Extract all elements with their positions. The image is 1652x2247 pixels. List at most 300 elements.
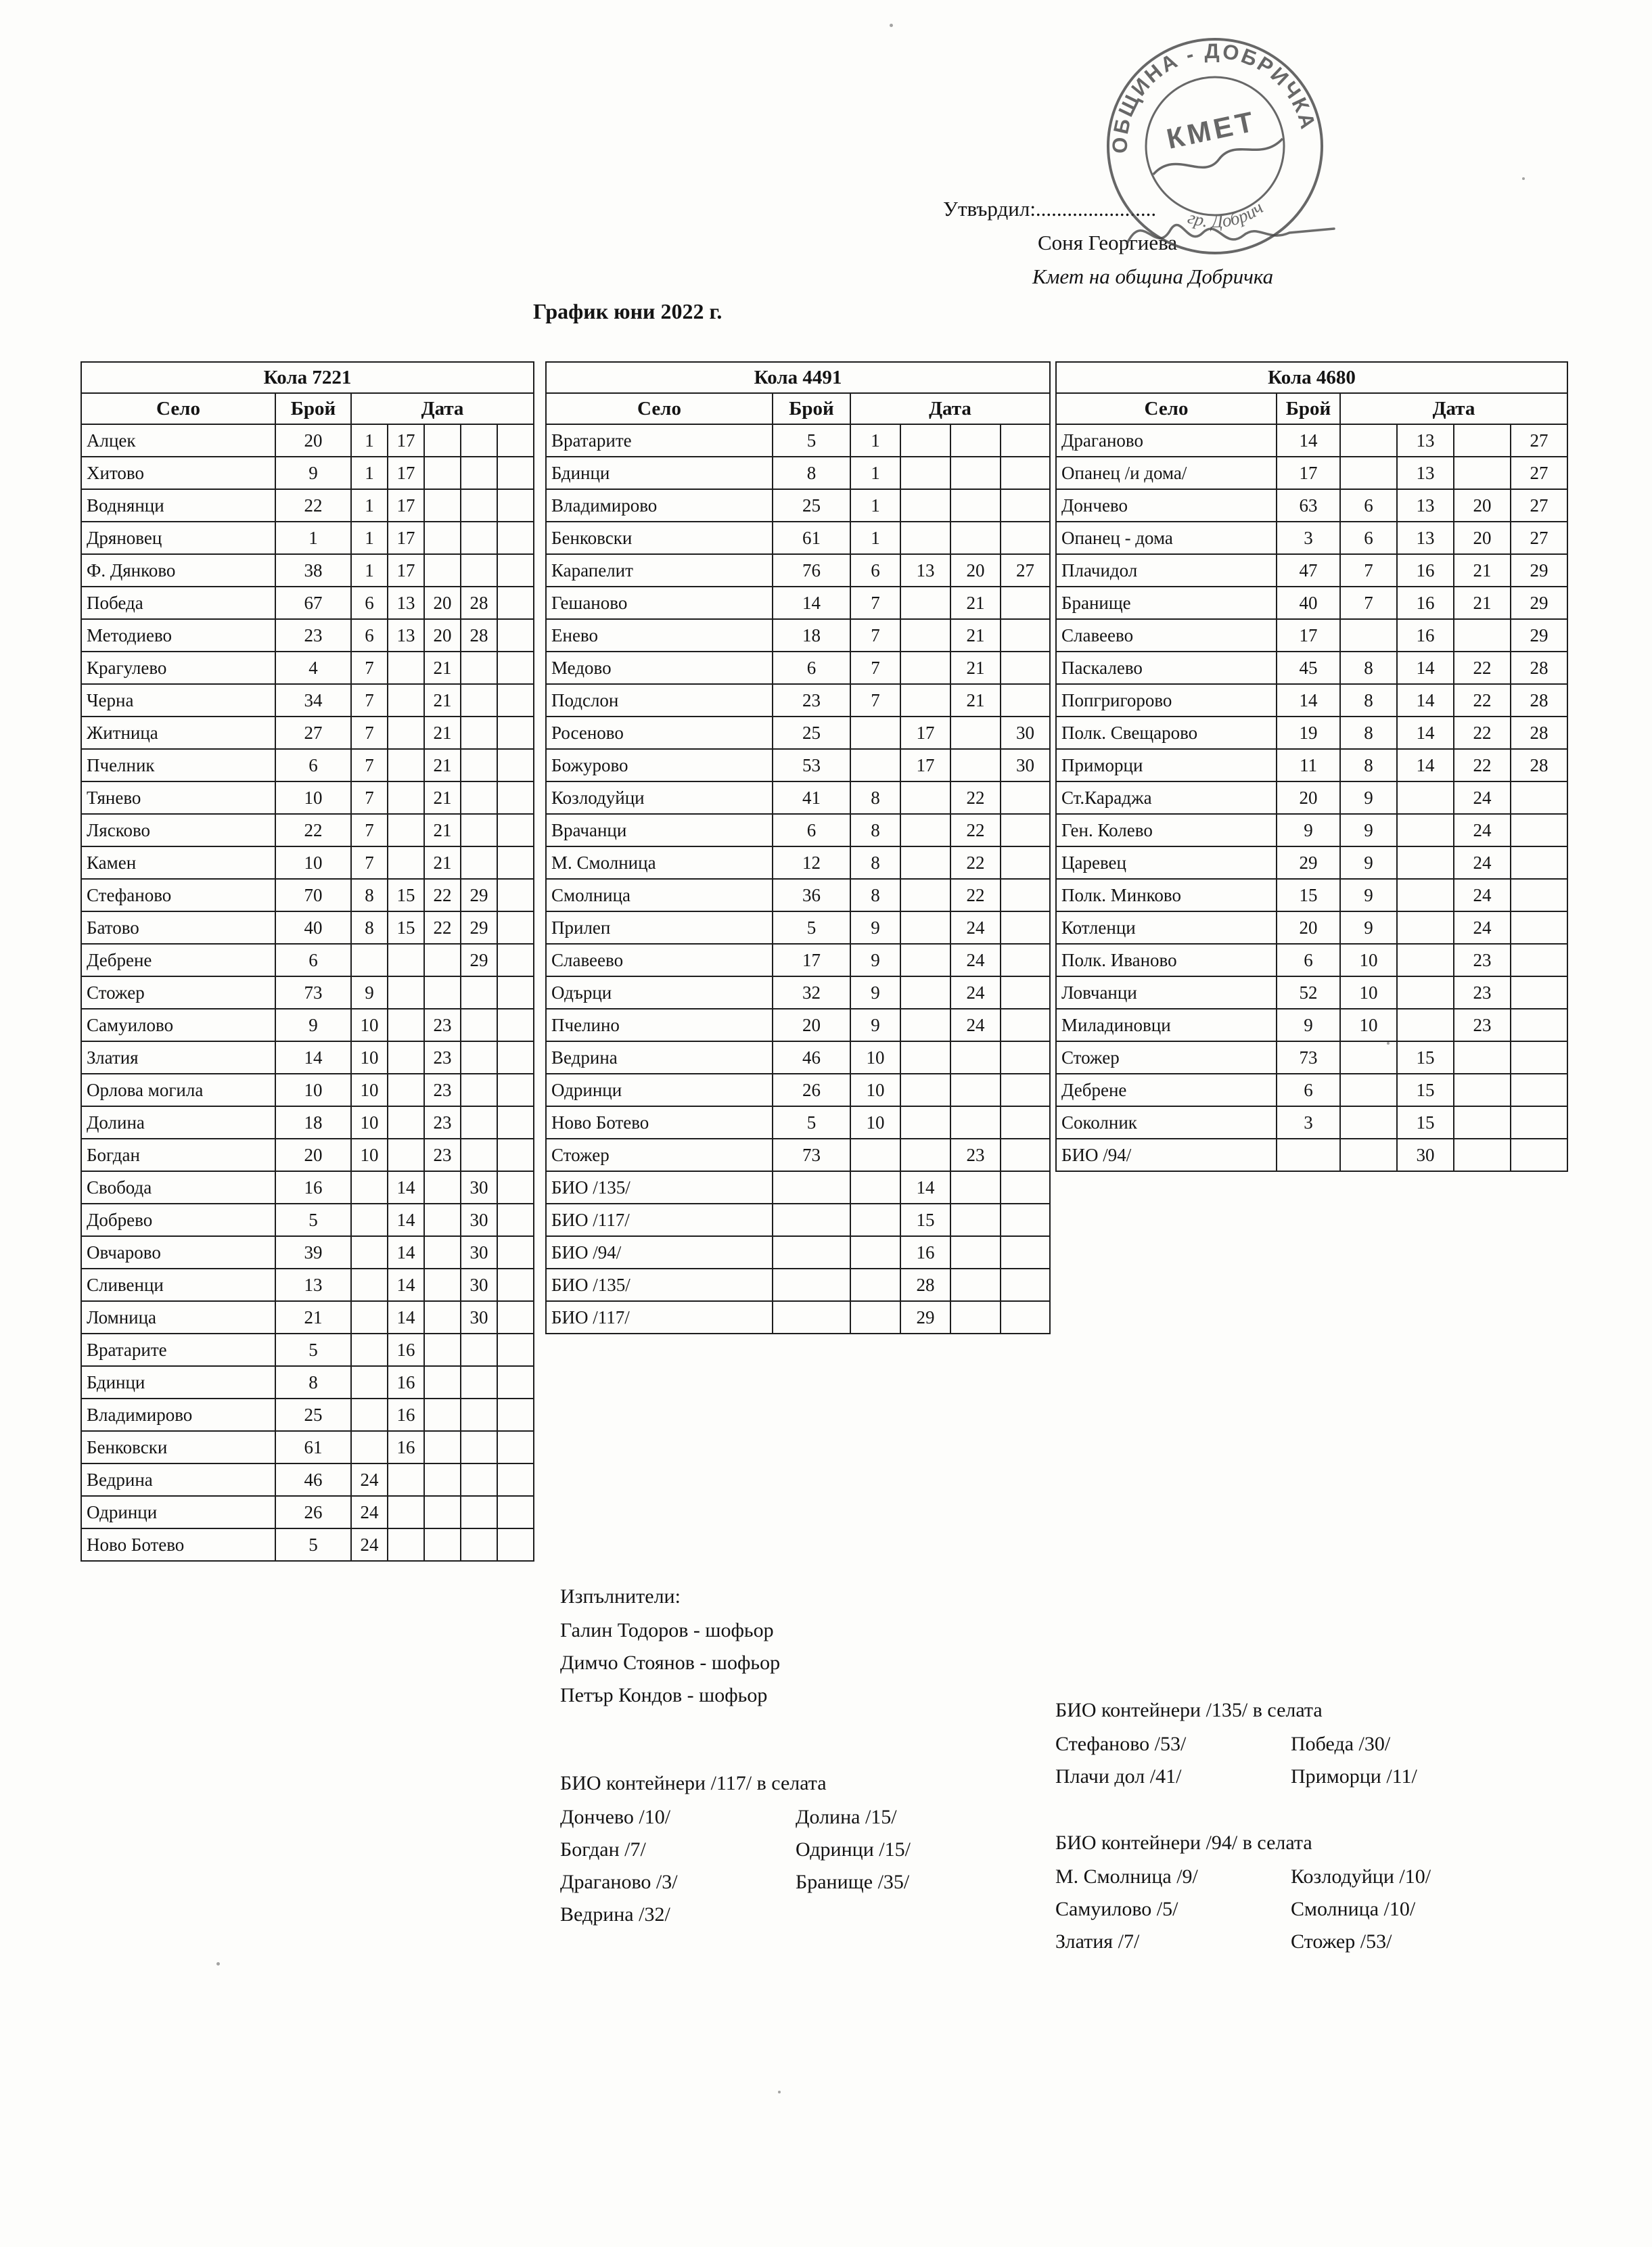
executor-line: Димчо Стоянов - шофьор — [560, 1652, 781, 1674]
table-row — [1056, 911, 1567, 944]
date-cell — [1511, 814, 1567, 846]
schedule-table-7221 — [81, 361, 534, 1562]
table-row — [1056, 749, 1567, 781]
date-cell — [461, 1496, 497, 1528]
table-row — [81, 1431, 534, 1463]
date-cell: 24 — [1454, 781, 1511, 814]
date-cell — [900, 1106, 950, 1139]
date-cell: 29 — [461, 944, 497, 976]
count-cell: 9 — [1277, 1009, 1340, 1041]
date-cell — [1001, 652, 1050, 684]
date-cell: 17 — [388, 424, 424, 457]
table-row — [81, 587, 534, 619]
table-row — [81, 522, 534, 554]
table-row — [546, 781, 1050, 814]
date-cell: 9 — [850, 976, 900, 1009]
date-cell — [497, 1106, 534, 1139]
table-row — [81, 1106, 534, 1139]
count-cell: 40 — [1277, 587, 1340, 619]
table-row — [81, 684, 534, 717]
date-cell: 10 — [351, 1041, 388, 1074]
date-cell: 23 — [424, 1041, 461, 1074]
date-cell: 6 — [850, 554, 900, 587]
date-cell: 27 — [1001, 554, 1050, 587]
count-cell: 9 — [1277, 814, 1340, 846]
date-cell — [497, 976, 534, 1009]
count-cell: 29 — [1277, 846, 1340, 879]
date-cell: 10 — [351, 1106, 388, 1139]
date-cell: 30 — [461, 1204, 497, 1236]
count-cell: 73 — [773, 1139, 850, 1171]
date-cell: 14 — [388, 1301, 424, 1334]
date-cell: 22 — [950, 781, 1001, 814]
date-cell — [461, 1139, 497, 1171]
date-cell: 22 — [424, 911, 461, 944]
date-cell — [1511, 846, 1567, 879]
date-cell: 10 — [1340, 976, 1397, 1009]
date-cell — [424, 424, 461, 457]
date-cell — [1340, 457, 1397, 489]
date-cell: 29 — [900, 1301, 950, 1334]
date-cell — [351, 1399, 388, 1431]
date-cell — [351, 944, 388, 976]
village-cell: Вратарите — [81, 1334, 275, 1366]
village-cell: Енево — [546, 619, 773, 652]
date-cell — [1001, 781, 1050, 814]
date-cell: 20 — [1454, 522, 1511, 554]
count-cell: 73 — [275, 976, 351, 1009]
date-cell — [1454, 1139, 1511, 1171]
date-cell — [1340, 1074, 1397, 1106]
village-cell: Дебрене — [81, 944, 275, 976]
count-cell: 5 — [773, 424, 850, 457]
date-cell: 1 — [351, 457, 388, 489]
date-cell — [1001, 944, 1050, 976]
date-cell: 8 — [850, 781, 900, 814]
date-cell: 30 — [461, 1236, 497, 1269]
village-cell: Воднянци — [81, 489, 275, 522]
count-cell: 17 — [1277, 457, 1340, 489]
village-cell: Стожер — [81, 976, 275, 1009]
date-cell: 8 — [850, 846, 900, 879]
table-row — [1056, 684, 1567, 717]
date-cell: 23 — [1454, 976, 1511, 1009]
date-cell: 16 — [1397, 554, 1454, 587]
date-cell — [1001, 1106, 1050, 1139]
date-cell: 14 — [1397, 749, 1454, 781]
village-cell: Вратарите — [546, 424, 773, 457]
date-cell: 20 — [950, 554, 1001, 587]
date-cell — [950, 1269, 1001, 1301]
table-row — [81, 424, 534, 457]
note-line — [1055, 1893, 1431, 1926]
date-cell: 21 — [424, 684, 461, 717]
count-cell: 12 — [773, 846, 850, 879]
date-cell: 22 — [424, 879, 461, 911]
count-cell: 5 — [275, 1204, 351, 1236]
date-cell: 9 — [1340, 846, 1397, 879]
table-row — [546, 717, 1050, 749]
table-row — [1056, 781, 1567, 814]
village-cell: Царевец — [1056, 846, 1277, 879]
count-cell: 14 — [1277, 684, 1340, 717]
date-cell — [497, 1399, 534, 1431]
date-cell: 24 — [950, 976, 1001, 1009]
date-cell — [1511, 1041, 1567, 1074]
date-cell — [388, 717, 424, 749]
table-row — [81, 1009, 534, 1041]
table-row — [1056, 489, 1567, 522]
count-column-header: Брой — [773, 393, 850, 424]
date-cell — [388, 1528, 424, 1561]
date-cell — [850, 1204, 900, 1236]
count-cell: 17 — [773, 944, 850, 976]
date-cell — [900, 522, 950, 554]
date-cell: 21 — [950, 684, 1001, 717]
date-cell — [1340, 1041, 1397, 1074]
date-cell — [351, 1334, 388, 1366]
date-cell — [424, 1528, 461, 1561]
table-row — [546, 1106, 1050, 1139]
date-cell — [1001, 814, 1050, 846]
table-row — [546, 749, 1050, 781]
date-cell — [461, 717, 497, 749]
count-cell: 34 — [275, 684, 351, 717]
date-cell — [424, 1236, 461, 1269]
table-row — [81, 1074, 534, 1106]
date-cell: 6 — [1340, 522, 1397, 554]
count-column-header: Брой — [275, 393, 351, 424]
count-cell: 14 — [1277, 424, 1340, 457]
date-cell — [388, 749, 424, 781]
village-cell: Ведрина — [81, 1463, 275, 1496]
table-row — [546, 619, 1050, 652]
date-cell — [1001, 976, 1050, 1009]
date-cell: 17 — [900, 749, 950, 781]
table-row — [546, 489, 1050, 522]
date-cell: 13 — [1397, 457, 1454, 489]
date-cell — [900, 781, 950, 814]
date-cell: 29 — [461, 879, 497, 911]
date-cell — [424, 1301, 461, 1334]
date-cell: 30 — [461, 1171, 497, 1204]
date-cell: 14 — [388, 1269, 424, 1301]
village-cell: Лясково — [81, 814, 275, 846]
date-cell: 15 — [1397, 1041, 1454, 1074]
table-row — [81, 1204, 534, 1236]
count-cell: 15 — [1277, 879, 1340, 911]
village-cell: Одринци — [81, 1496, 275, 1528]
date-cell — [497, 717, 534, 749]
date-cell: 15 — [388, 911, 424, 944]
date-cell: 8 — [1340, 749, 1397, 781]
date-cell: 15 — [1397, 1074, 1454, 1106]
date-cell: 7 — [351, 846, 388, 879]
table-row — [546, 1171, 1050, 1204]
village-cell: Божурово — [546, 749, 773, 781]
date-cell: 10 — [1340, 1009, 1397, 1041]
count-cell: 32 — [773, 976, 850, 1009]
date-cell — [950, 522, 1001, 554]
date-cell — [497, 1009, 534, 1041]
table-row — [1056, 1139, 1567, 1171]
date-cell — [424, 1204, 461, 1236]
date-cell: 16 — [388, 1334, 424, 1366]
bio-note-title: БИО контейнери /135/ в селата — [1055, 1699, 1323, 1721]
table-row — [81, 717, 534, 749]
date-cell: 23 — [950, 1139, 1001, 1171]
table-row — [1056, 879, 1567, 911]
village-cell: Методиево — [81, 619, 275, 652]
village-cell: БИО /94/ — [546, 1236, 773, 1269]
date-cell — [497, 1139, 534, 1171]
date-cell — [497, 1041, 534, 1074]
date-cell — [497, 814, 534, 846]
date-cell: 27 — [1511, 489, 1567, 522]
date-cell: 21 — [424, 652, 461, 684]
village-cell: Миладиновци — [1056, 1009, 1277, 1041]
table-row — [81, 619, 534, 652]
date-cell — [950, 1301, 1001, 1334]
village-cell: Ловчанци — [1056, 976, 1277, 1009]
table-row — [81, 781, 534, 814]
count-cell: 73 — [1277, 1041, 1340, 1074]
count-cell: 11 — [1277, 749, 1340, 781]
date-cell — [461, 424, 497, 457]
table-row — [546, 554, 1050, 587]
village-cell: Одърци — [546, 976, 773, 1009]
village-cell: Полк. Иваново — [1056, 944, 1277, 976]
date-cell — [900, 1041, 950, 1074]
count-cell: 40 — [275, 911, 351, 944]
count-cell: 10 — [275, 781, 351, 814]
date-cell — [497, 781, 534, 814]
count-cell: 17 — [1277, 619, 1340, 652]
date-cell: 24 — [950, 911, 1001, 944]
scan-speck — [890, 24, 893, 27]
date-cell — [1001, 587, 1050, 619]
date-cell: 30 — [461, 1301, 497, 1334]
date-cell — [1454, 1106, 1511, 1139]
date-cell — [950, 749, 1001, 781]
village-cell: БИО /135/ — [546, 1269, 773, 1301]
bio-note-title: БИО контейнери /94/ в селата — [1055, 1832, 1312, 1854]
village-cell: Прилеп — [546, 911, 773, 944]
table-row — [546, 424, 1050, 457]
count-cell: 3 — [1277, 522, 1340, 554]
date-cell: 7 — [1340, 554, 1397, 587]
date-cell: 21 — [950, 587, 1001, 619]
date-cell — [1001, 684, 1050, 717]
date-cell: 10 — [351, 1074, 388, 1106]
count-cell: 38 — [275, 554, 351, 587]
table-row — [546, 1204, 1050, 1236]
date-cell: 14 — [388, 1204, 424, 1236]
date-cell — [900, 911, 950, 944]
date-cell: 10 — [850, 1041, 900, 1074]
date-cell — [1397, 911, 1454, 944]
date-cell: 1 — [351, 489, 388, 522]
date-cell — [388, 814, 424, 846]
date-cell — [351, 1204, 388, 1236]
date-cell: 16 — [1397, 619, 1454, 652]
date-cell — [424, 457, 461, 489]
village-cell: Ново Ботево — [81, 1528, 275, 1561]
date-cell — [1001, 1074, 1050, 1106]
count-cell: 9 — [275, 1009, 351, 1041]
date-cell: 1 — [351, 424, 388, 457]
village-cell: Крагулево — [81, 652, 275, 684]
date-cell — [1340, 619, 1397, 652]
date-cell — [497, 911, 534, 944]
date-cell — [950, 457, 1001, 489]
village-cell: Смолница — [546, 879, 773, 911]
date-cell — [900, 684, 950, 717]
date-cell — [424, 944, 461, 976]
date-cell: 7 — [351, 717, 388, 749]
date-cell: 7 — [850, 619, 900, 652]
date-cell — [497, 1528, 534, 1561]
date-cell: 28 — [1511, 684, 1567, 717]
date-cell — [351, 1236, 388, 1269]
date-cell: 8 — [351, 911, 388, 944]
date-cell: 14 — [1397, 684, 1454, 717]
date-cell — [424, 1171, 461, 1204]
date-cell — [461, 554, 497, 587]
date-cell: 14 — [388, 1236, 424, 1269]
date-cell — [900, 489, 950, 522]
table-row — [81, 1269, 534, 1301]
date-cell: 24 — [1454, 846, 1511, 879]
village-cell: Ф. Дянково — [81, 554, 275, 587]
bio-note-94 — [1055, 1827, 1431, 1958]
count-cell: 25 — [275, 1399, 351, 1431]
date-cell — [497, 1431, 534, 1463]
note-line — [560, 1866, 911, 1899]
date-cell: 27 — [1511, 522, 1567, 554]
date-cell: 22 — [1454, 749, 1511, 781]
count-cell: 39 — [275, 1236, 351, 1269]
date-cell: 10 — [1340, 944, 1397, 976]
date-cell: 14 — [1397, 717, 1454, 749]
date-cell — [950, 717, 1001, 749]
note-item: М. Смолница /9/ — [1055, 1865, 1198, 1888]
count-cell: 25 — [773, 489, 850, 522]
table-row — [546, 1041, 1050, 1074]
village-cell: Орлова могила — [81, 1074, 275, 1106]
count-cell — [773, 1204, 850, 1236]
table-row — [546, 944, 1050, 976]
date-cell — [461, 846, 497, 879]
village-cell: БИО /94/ — [1056, 1139, 1277, 1171]
date-cell — [850, 1236, 900, 1269]
date-cell — [1511, 781, 1567, 814]
date-cell: 23 — [424, 1106, 461, 1139]
date-cell — [497, 1171, 534, 1204]
date-cell — [388, 1009, 424, 1041]
date-cell — [424, 1431, 461, 1463]
date-cell — [1511, 976, 1567, 1009]
date-cell — [1001, 619, 1050, 652]
date-cell — [497, 1204, 534, 1236]
table-row — [81, 944, 534, 976]
bio-note-135 — [1055, 1694, 1417, 1793]
date-cell: 23 — [1454, 944, 1511, 976]
count-cell: 8 — [275, 1366, 351, 1399]
date-cell: 15 — [900, 1204, 950, 1236]
table-row — [81, 1041, 534, 1074]
date-cell: 22 — [1454, 652, 1511, 684]
date-cell: 14 — [900, 1171, 950, 1204]
note-item: Плачи дол /41/ — [1055, 1765, 1182, 1788]
date-cell: 6 — [351, 587, 388, 619]
table-row — [81, 1171, 534, 1204]
date-cell — [424, 1496, 461, 1528]
date-cell — [900, 879, 950, 911]
count-cell: 36 — [773, 879, 850, 911]
date-cell: 28 — [1511, 749, 1567, 781]
count-cell: 16 — [275, 1171, 351, 1204]
car-table-title: Кола 4680 — [1056, 362, 1567, 393]
scan-speck — [1387, 1042, 1390, 1045]
village-cell: М. Смолница — [546, 846, 773, 879]
date-cell: 28 — [1511, 652, 1567, 684]
date-cell: 27 — [1511, 424, 1567, 457]
date-cell: 23 — [1454, 1009, 1511, 1041]
table-row — [1056, 717, 1567, 749]
date-cell — [1001, 1139, 1050, 1171]
date-cell: 21 — [950, 619, 1001, 652]
date-cell: 21 — [424, 717, 461, 749]
schedule-table-4491 — [545, 361, 1051, 1334]
village-cell: Победа — [81, 587, 275, 619]
date-cell: 9 — [1340, 781, 1397, 814]
date-cell — [1454, 457, 1511, 489]
village-cell: Попгригорово — [1056, 684, 1277, 717]
village-cell: Бенковски — [81, 1431, 275, 1463]
village-cell: Ведрина — [546, 1041, 773, 1074]
date-cell — [497, 1496, 534, 1528]
date-cell — [950, 1041, 1001, 1074]
count-cell: 5 — [773, 911, 850, 944]
date-cell — [388, 781, 424, 814]
table-row — [1056, 424, 1567, 457]
date-cell — [900, 652, 950, 684]
date-cell: 29 — [1511, 619, 1567, 652]
schedule-table-4680 — [1055, 361, 1568, 1172]
date-cell — [497, 944, 534, 976]
date-cell — [900, 846, 950, 879]
date-cell — [497, 424, 534, 457]
date-cell — [1454, 1041, 1511, 1074]
village-cell: Славеево — [546, 944, 773, 976]
village-cell: Полк. Свещарово — [1056, 717, 1277, 749]
note-item: Златия /7/ — [1055, 1930, 1140, 1953]
stamp-center-text: КМЕТ — [1164, 105, 1260, 155]
date-column-header: Дата — [850, 393, 1050, 424]
date-cell — [900, 424, 950, 457]
date-cell — [461, 1528, 497, 1561]
village-cell: Подслон — [546, 684, 773, 717]
date-cell — [461, 814, 497, 846]
date-cell — [900, 457, 950, 489]
date-cell — [497, 1301, 534, 1334]
date-cell: 28 — [461, 619, 497, 652]
date-cell: 23 — [424, 1074, 461, 1106]
date-cell — [461, 1463, 497, 1496]
table-row — [81, 879, 534, 911]
date-cell — [1340, 1106, 1397, 1139]
